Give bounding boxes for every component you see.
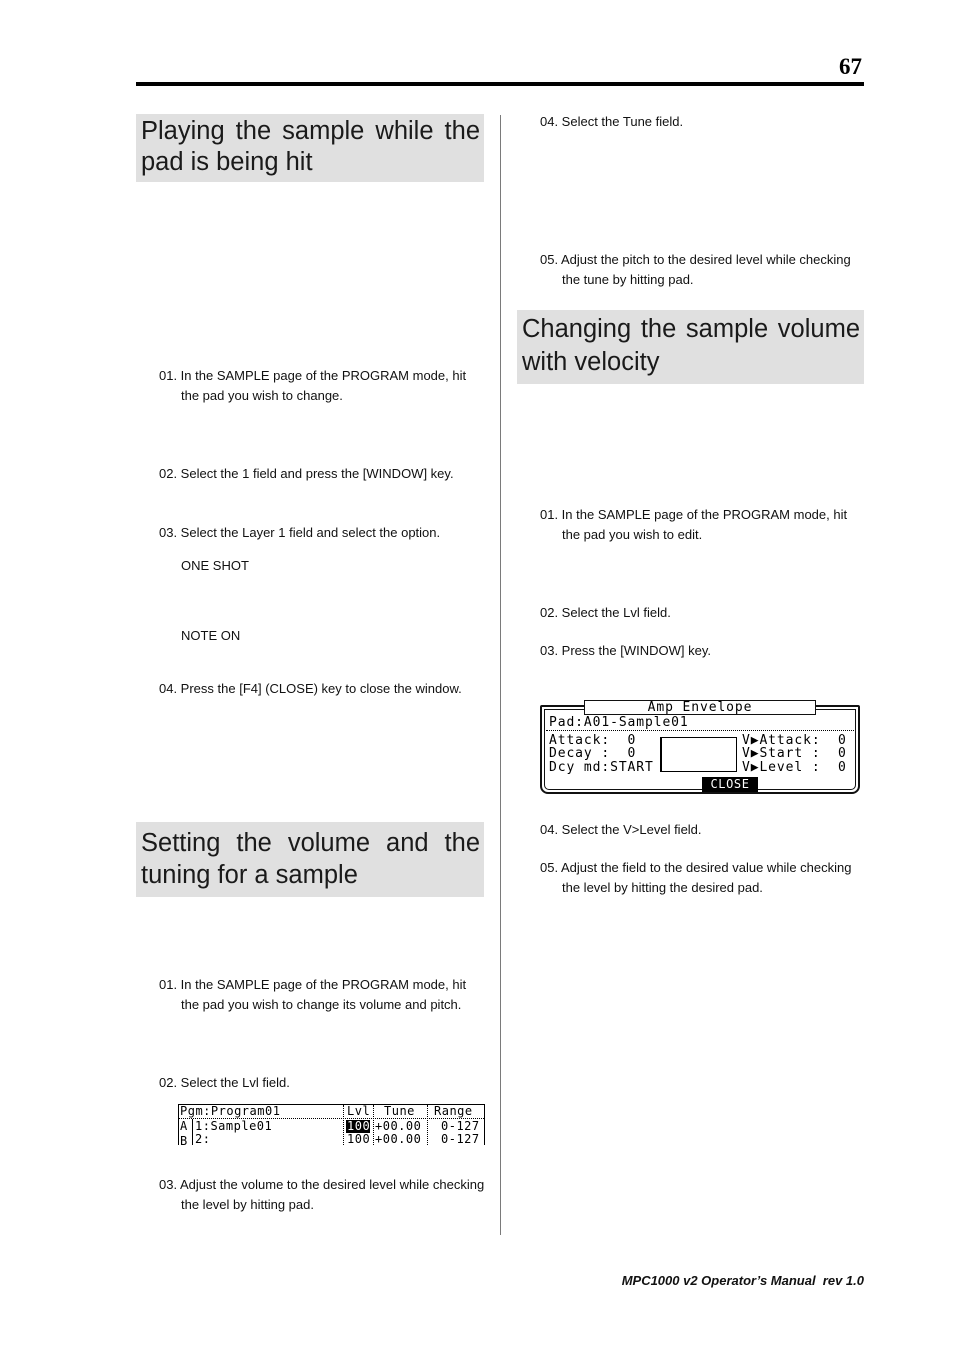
- step-04: [159, 679, 462, 699]
- lcd-sample-name: 1:Sample01: [195, 1119, 273, 1133]
- step-03: [540, 641, 711, 661]
- lcd-param-velocity-attack: V▶Attack: 0: [742, 733, 847, 748]
- lcd-program-name: Pgm:Program01: [180, 1104, 281, 1118]
- step-01: [159, 975, 466, 1015]
- step-04: [540, 112, 683, 132]
- lcd-level-value-selected: 100: [347, 1119, 371, 1133]
- step-line-continued: the tune by hitting pad.: [562, 272, 694, 287]
- step-line: 04. Select the Tune field.: [540, 114, 684, 129]
- step-line: 02. Select the Lvl field.: [540, 605, 671, 620]
- lcd-pad-name: Pad:A01-Sample01: [549, 715, 689, 730]
- section-heading-velocity: [517, 310, 864, 384]
- step-01: [540, 505, 847, 545]
- step-line: 04. Press the [F4] (CLOSE) key to close the window.: [159, 681, 462, 696]
- lcd-column-range: Range: [434, 1104, 473, 1118]
- page-footer: MPC1000 v2 Operator’s Manual rev 1.0: [621, 1273, 864, 1288]
- lcd-param-decay: Decay : 0: [549, 746, 637, 761]
- lcd-column-divider: [427, 1105, 428, 1145]
- lcd-bank-divider: [192, 1119, 193, 1145]
- lcd-tune-value: +00.00: [375, 1132, 422, 1145]
- lcd-program-screen: [178, 1104, 485, 1145]
- lcd-param-attack: Attack: 0: [549, 733, 637, 748]
- step-line-continued: the pad you wish to change.: [181, 388, 343, 403]
- step-03: [159, 1175, 484, 1215]
- step-line: 03. Select the Layer 1 field and select the option.: [159, 525, 441, 540]
- lcd-window-title: Amp Envelope: [584, 700, 816, 715]
- lcd-pad-divider: [546, 730, 854, 731]
- step-line: 02. Select the Lvl field.: [159, 1075, 290, 1090]
- heading-line: Setting the volume and the: [141, 829, 480, 857]
- lcd-column-tune: Tune: [384, 1104, 415, 1118]
- step-05: [540, 250, 851, 290]
- lcd-close-tab: CLOSE: [702, 777, 758, 792]
- heading-line: Playing the sample while the: [141, 117, 480, 145]
- step-02: [159, 1073, 290, 1093]
- step-line-continued: the level by hitting the desired pad.: [562, 880, 763, 895]
- lcd-tune-value: +00.00: [375, 1119, 422, 1133]
- step-line-continued: the pad you wish to edit.: [562, 527, 703, 542]
- page-number: 67: [839, 54, 862, 79]
- section-heading-volume-tuning: [136, 822, 484, 897]
- step-line: 03. Adjust the volume to the desired level while checking: [159, 1177, 485, 1192]
- heading-line: pad is being hit: [141, 148, 313, 176]
- step-line: 01. In the SAMPLE page of the PROGRAM mode, hit: [540, 507, 848, 522]
- header-rule: [136, 82, 864, 86]
- lcd-param-velocity-start: V▶Start : 0: [742, 746, 847, 761]
- heading-line: with velocity: [522, 348, 660, 376]
- lcd-envelope-graph: [660, 737, 737, 772]
- lcd-column-divider: [343, 1105, 344, 1145]
- step-line: 05. Adjust the pitch to the desired level while checking: [540, 252, 851, 267]
- lcd-column-lvl: Lvl: [347, 1104, 371, 1118]
- heading-line: Changing the sample volume: [522, 315, 860, 343]
- step-01: [159, 366, 466, 406]
- step-03: [159, 523, 440, 543]
- lcd-amp-envelope-window: [540, 700, 860, 794]
- lcd-range-value: 0-127: [441, 1119, 480, 1133]
- lcd-bank-label: A: [180, 1119, 188, 1133]
- lcd-sample-name: 2:: [195, 1132, 211, 1145]
- step-line-continued: the level by hitting pad.: [181, 1197, 314, 1212]
- option-note-on: NOTE ON: [181, 628, 241, 643]
- step-line: 05. Adjust the field to the desired value while checking: [540, 860, 852, 875]
- step-line: 03. Press the [WINDOW] key.: [540, 643, 711, 658]
- step-line: 02. Select the 1 field and press the [WINDOW] key.: [159, 466, 454, 481]
- lcd-level-value: 100: [347, 1132, 371, 1145]
- heading-line: tuning for a sample: [141, 861, 358, 889]
- step-05: [540, 858, 851, 898]
- step-04: [540, 820, 702, 840]
- lcd-column-divider: [373, 1105, 374, 1145]
- step-line-continued: the pad you wish to change its volume and pitch.: [181, 997, 462, 1012]
- option-one-shot: ONE SHOT: [181, 558, 249, 573]
- step-line: 04. Select the V>Level field.: [540, 822, 702, 837]
- lcd-param-decay-mode: Dcy md:START: [549, 760, 654, 775]
- step-02: [159, 464, 454, 484]
- column-divider: [500, 115, 501, 1235]
- step-line: 01. In the SAMPLE page of the PROGRAM mode, hit: [159, 368, 467, 383]
- lcd-range-value: 0-127: [441, 1132, 480, 1145]
- section-heading-playing: [136, 114, 484, 182]
- lcd-param-velocity-level: V▶Level : 0: [742, 760, 847, 775]
- step-02: [540, 603, 671, 623]
- step-line: 01. In the SAMPLE page of the PROGRAM mode, hit: [159, 977, 467, 992]
- lcd-bank-label: B: [180, 1134, 188, 1145]
